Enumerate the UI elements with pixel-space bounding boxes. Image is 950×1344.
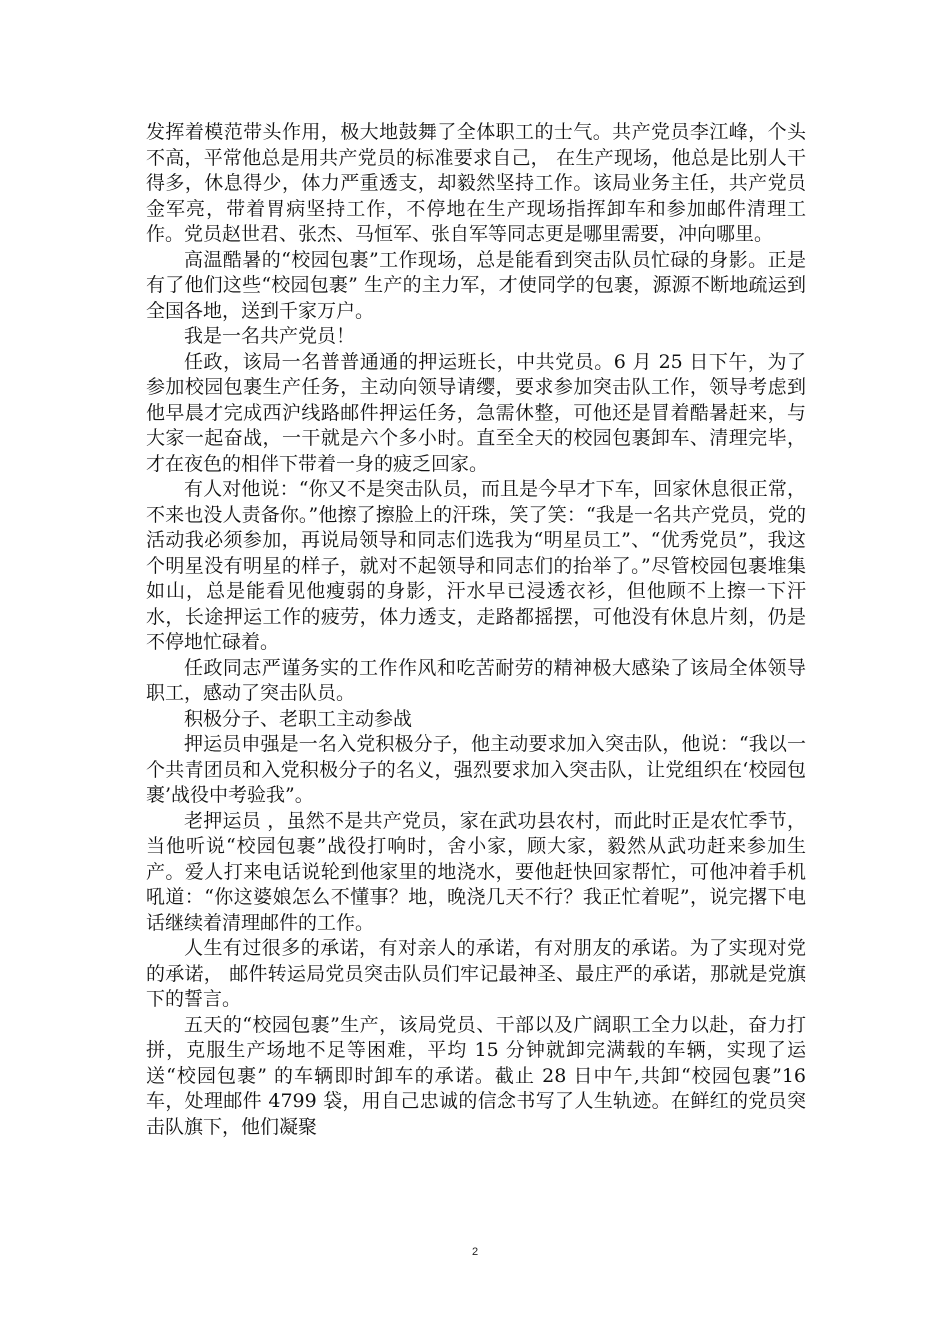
paragraph-11: 五天的“校园包裹”生产，该局党员、干部以及广阔职工全力以赴，奋力打拼，克服生产场地不足等困难，平均 15 分钟就卸完满载的车辆，实现了运送“校园包裹” 的车辆即时卸车的承诺。截止 28 日中午,共卸“校园包裹”16 车，处理邮件 4799 袋，用自己忠诚的信念书写了人生轨迹。在鲜红的党员突击队旗下，他们凝聚	[146, 1013, 806, 1138]
paragraph-2: 高温酷暑的“校园包裹”工作现场，总是能看到突击队员忙碌的身影。正是有了他们这些“校园包裹” 生产的主力军，才使同学的包裹，源源不断地疏运到全国各地，送到千家万户。	[146, 248, 806, 322]
paragraph-10: 人生有过很多的承诺，有对亲人的承诺，有对朋友的承诺。为了实现对党的承诺， 邮件转运局党员突击队员们牢记最神圣、最庄严的承诺，那就是党旗下的誓言。	[146, 937, 806, 1010]
section-heading-party-member: 我是一名共产党员！	[184, 325, 356, 347]
paragraph-5: 有人对他说：“你又不是突击队员，而且是今早才下车，回家休息很正常，不来也没人责备你。”他擦了擦脸上的汗珠，笑了笑：“我是一名共产党员，党的活动我必须参加，再说局领导和同志们选我为“明星员工”、“优秀党员”，我这个明星没有明星的样子，就对不起领导和同志们的抬举了。”尽管校园包裹堆集如山，总是能看见他瘦弱的身影，汗水早已浸透衣衫，但他顾不上擦一下汗水，长途押运工作的疲劳，体力透支，走路都摇摆，可他没有休息片刻，仍是不停地忙碌着。	[146, 478, 806, 653]
section-heading-activists: 积极分子、老职工主动参战	[184, 707, 413, 730]
paragraph-6: 任政同志严谨务实的工作作风和吃苦耐劳的精神极大感染了该局全体领导职工，感动了突击队员。	[146, 656, 806, 704]
paragraph-4: 任政，该局一名普普通通的押运班长，中共党员。6 月 25 日下午，为了参加校园包裹生产任务，主动向领导请缨，要求参加突击队工作，领导考虑到他早晨才完成西沪线路邮件押运任务，急需休整，可他还是冒着酷暑赶来，与大家一起奋战，一干就是六个多小时。直至全天的校园包裹卸车、清理完毕，才在夜色的相伴下带着一身的疲乏回家。	[146, 350, 806, 475]
document-body	[146, 120, 806, 1140]
paragraph-8: 押运员申强是一名入党积极分子，他主动要求加入突击队，他说：“我以一个共青团员和入党积极分子的名义，强烈要求加入突击队，让党组织在‘校园包裹’战役中考验我”。	[146, 733, 806, 806]
paragraph-1: 发挥着模范带头作用，极大地鼓舞了全体职工的士气。共产党员李江峰，个头不高，平常他总是用共产党员的标准要求自己， 在生产现场，他总是比别人干得多，休息得少，体力严重透支，却毅然坚持工作。该局业务主任，共产党员金军亮，带着胃病坚持工作，不停地在生产现场指挥卸车和参加邮件清理工作。党员赵世君、张杰、马恒军、张自军等同志更是哪里需要，冲向哪里。	[146, 121, 806, 245]
paragraph-9: 老押运员 ，虽然不是共产党员，家在武功县农村，而此时正是农忙季节，当他听说“校园包裹”战役打响时，舍小家，顾大家，毅然从武功赶来参加生产。爱人打来电话说轮到他家里的地浇水，要他赶快回家帮忙，可他冲着手机吼道：“你这婆娘怎么不懂事？地，晚浇几天不行？我正忙着呢”，说完撂下电话继续着清理邮件的工作。	[146, 809, 806, 934]
page-number: 2	[471, 1246, 479, 1258]
